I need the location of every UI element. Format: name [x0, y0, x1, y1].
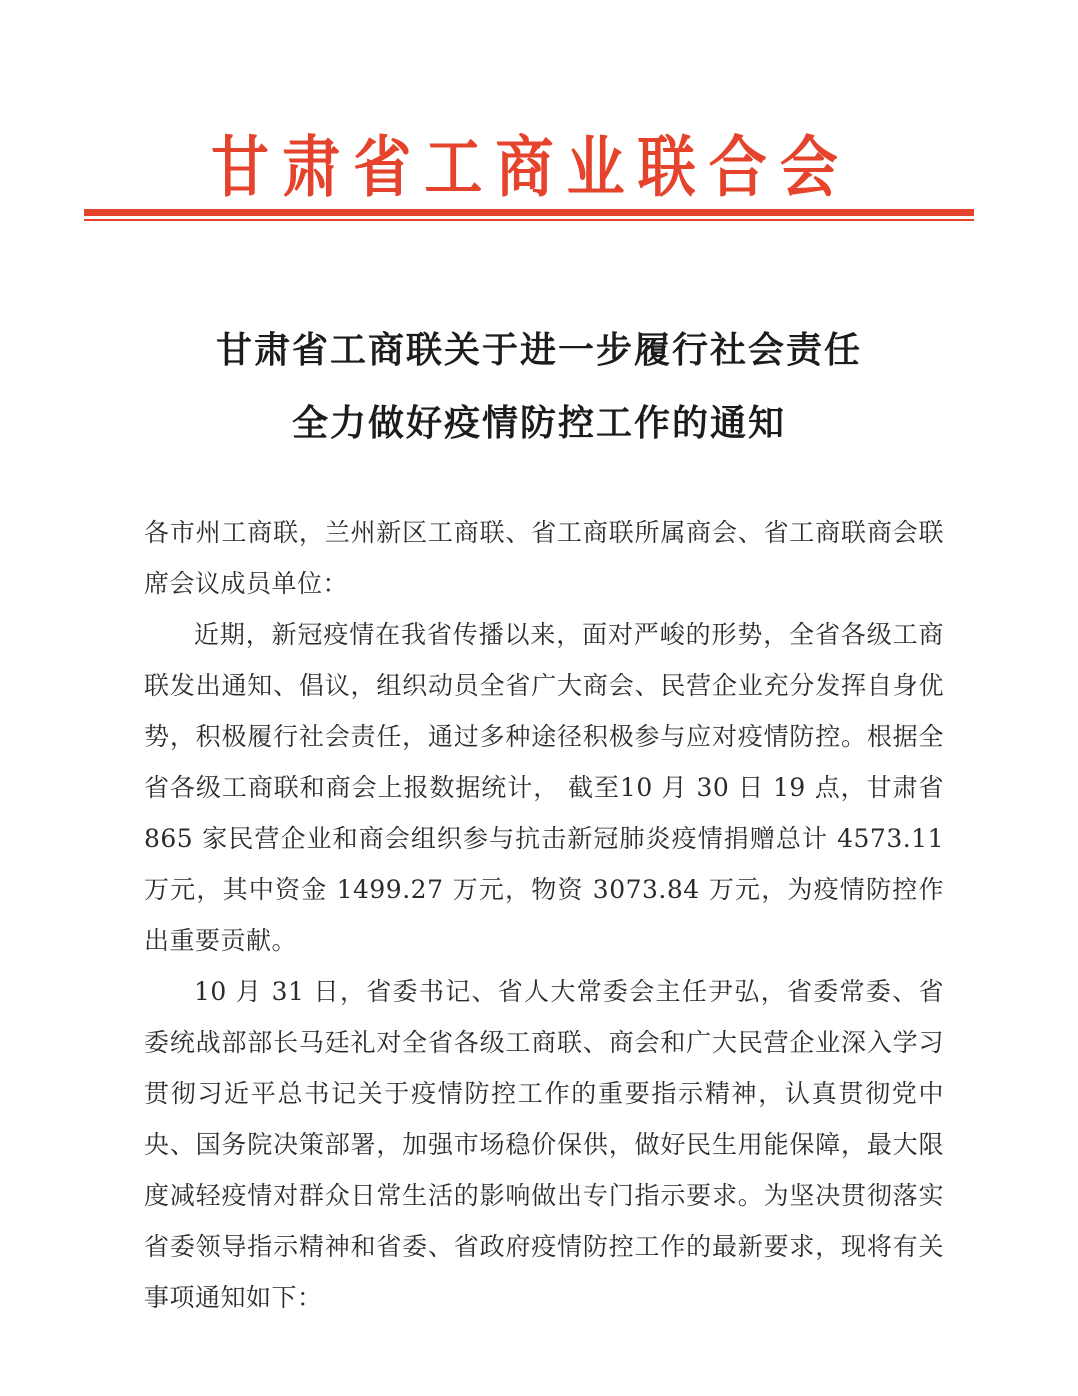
paragraph-2: 10 月 31 日，省委书记、省人大常委会主任尹弘，省委常委、省委统战部部长马廷礼对全省各级工商联、商会和广大民营企业深入学习贯彻习近平总书记关于疫情防控工作的重要指示精神，认真贯彻党中央、国务院决策部署，加强市场稳价保供，做好民生用能保障，最大限度减轻疫情对群众日常生活的影响做出专门指示要求。为坚决贯彻落实省委领导指示精神和省委、省政府疫情防控工作的最新要求，现将有关事项通知如下：: [144, 977, 944, 1312]
letterhead-red-rule-thin: [84, 219, 974, 221]
paragraph-1: 近期，新冠疫情在我省传播以来，面对严峻的形势，全省各级工商联发出通知、倡议，组织动员全省广大商会、民营企业充分发挥自身优势，积极履行社会责任，通过多种途径积极参与应对疫情防控。根据全省各级工商联和商会上报数据统计， 截至10 月 30 日 19 点，甘肃省 865 家民营企业和商会组织参与抗击新冠肺炎疫情捐赠总计 4573.11 万元，其中资金 1499.27 万元，物资 3073.84 万元，为疫情防控作出重要贡献。: [144, 620, 944, 955]
letterhead-text: 甘肃省工商业联合会: [211, 128, 851, 206]
document-body: [144, 507, 944, 1323]
letterhead-red-rule-thick: [84, 209, 974, 216]
salutation: 各市州工商联，兰州新区工商联、省工商联所属商会、省工商联商会联席会议成员单位：: [144, 518, 944, 598]
document-title-line-1: 甘肃省工商联关于进一步履行社会责任: [215, 330, 862, 371]
document-title-line-2: 全力做好疫情防控工作的通知: [291, 403, 786, 444]
letterhead-organization-name: [0, 128, 1078, 208]
